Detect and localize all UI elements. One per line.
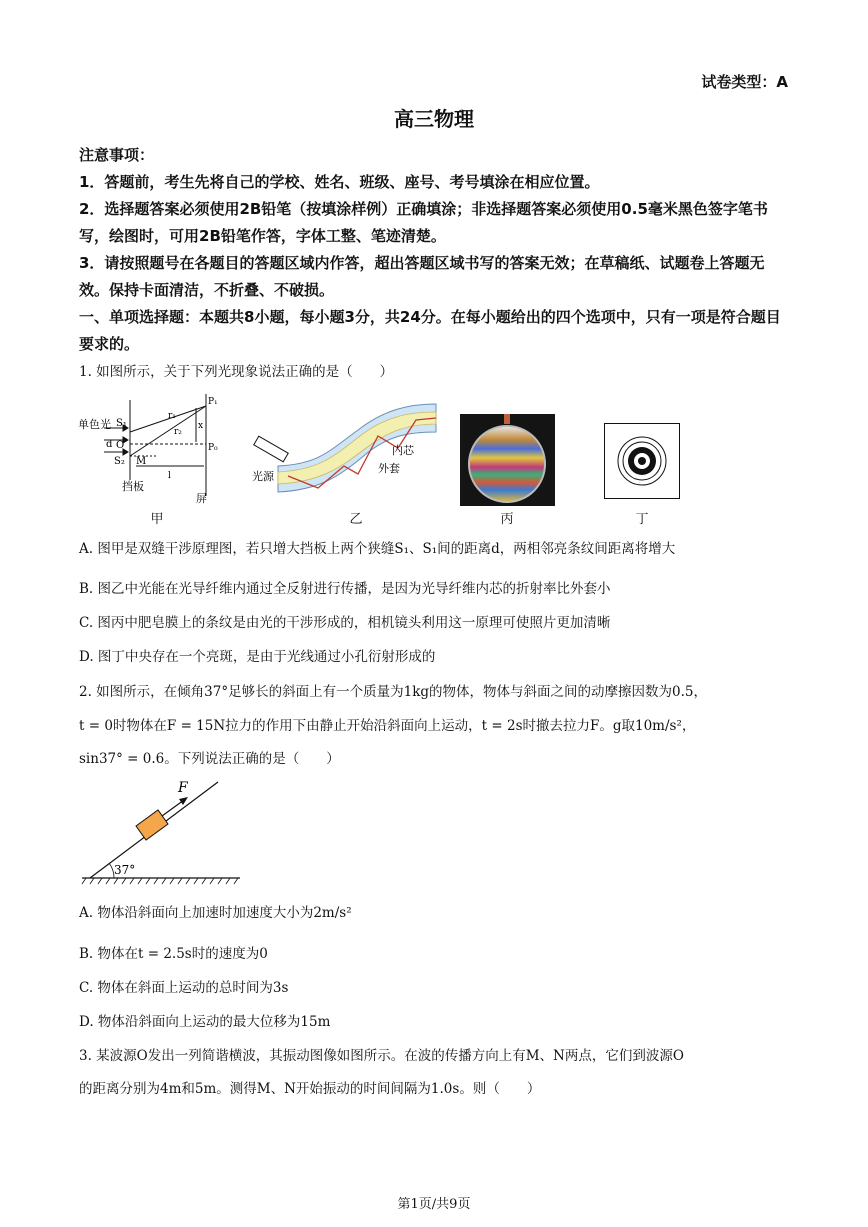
q3-stem-line1: 3. 某波源O发出一列简谐横波，其振动图像如图所示。在波的传播方向上有M、N两点，它们到波源O — [79, 1048, 684, 1064]
section-heading: 一、单项选择题：本题共8小题，每小题3分，共24分。在每小题给出的四个选项中，只有一项是符合题目要求的。 — [79, 308, 781, 353]
label-force: F — [178, 780, 188, 796]
q2-stem-line1: 2. 如图所示，在倾角37°足够长的斜面上有一个质量为1kg的物体，物体与斜面之间的动摩擦因数为0.5， — [79, 684, 707, 700]
q2-option-b: B. 物体在t = 2.5s时的速度为0 — [79, 946, 268, 962]
label-r1: r₁ — [168, 411, 176, 421]
q2-option-c: C. 物体在斜面上运动的总时间为3s — [79, 980, 289, 996]
label-p1: P₁ — [208, 397, 218, 407]
label-core: 内芯 — [392, 444, 414, 457]
q1-option-a: A. 图甲是双缝干涉原理图，若只增大挡板上两个狭缝S₁、S₁间的距离d，两相邻亮条纹间距离将增大 — [79, 541, 676, 557]
label-angle: 37° — [114, 863, 136, 877]
label-r2: r₂ — [174, 427, 182, 437]
page-number: 第1页/共9页 — [397, 1197, 471, 1212]
label-x: x — [198, 421, 204, 431]
caption-ding: 丁 — [635, 512, 649, 527]
note-item-2: 2．选择题答案必须使用2B铅笔（按填涂样例）正确填涂；非选择题答案必须使用0.5毫米黑色签字笔书写，绘图时，可用2B铅笔作答，字体工整、笔迹清楚。 — [79, 200, 768, 245]
label-d: d — [106, 439, 113, 450]
label-s1: S₁ — [116, 418, 127, 429]
label-single-light: 单色光 — [78, 418, 111, 431]
q2-stem-line2: t = 0时物体在F = 15N拉力的作用下由静止开始沿斜面向上运动，t = 2s时撤去拉力F。g取10m/s²， — [79, 718, 696, 734]
label-plate: 挡板 — [122, 480, 144, 493]
label-m: M — [136, 456, 147, 467]
q3-stem-line2: 的距离分别为4m和5m。测得M、N开始振动的时间间隔为1.0s。则（ ） — [79, 1081, 541, 1097]
caption-jia: 甲 — [150, 512, 164, 527]
q1-option-c: C. 图丙中肥皂膜上的条纹是由光的干涉形成的，相机镜头利用这一原理可使照片更加清晰 — [79, 615, 611, 631]
caption-bing: 丙 — [500, 512, 514, 527]
figure-optical-fiber — [248, 392, 440, 500]
caption-yi: 乙 — [349, 512, 363, 527]
label-source: 光源 — [252, 470, 274, 483]
q1-stem: 1. 如图所示，关于下列光现象说法正确的是（ ） — [79, 364, 394, 380]
note-item-3: 3．请按照题号在各题目的答题区域内作答，超出答题区域书写的答案无效；在草稿纸、试题卷上答题无效。保持卡面清洁，不折叠、不破损。 — [79, 254, 765, 299]
paper-type-label: 试卷类型：A — [701, 73, 788, 91]
q2-stem-line3: sin37° = 0.6。下列说法正确的是（ ） — [79, 751, 340, 767]
q1-option-b: B. 图乙中光能在光导纤维内通过全反射进行传播，是因为光导纤维内芯的折射率比外套小 — [79, 581, 611, 597]
page-title: 高三物理 — [394, 107, 474, 131]
q2-option-d: D. 物体沿斜面向上运动的最大位移为15m — [79, 1014, 331, 1030]
note-item-1: 1．答题前，考生先将自己的学校、姓名、班级、座号、考号填涂在相应位置。 — [79, 173, 600, 191]
figure-soap-film — [460, 414, 555, 506]
figure-incline — [80, 776, 244, 888]
notes-section — [79, 142, 791, 358]
label-p0: P₀ — [208, 443, 218, 453]
label-screen: 屏 — [196, 492, 207, 505]
label-cladding: 外套 — [378, 462, 400, 475]
figure-poisson-spot — [604, 423, 680, 499]
figure-double-slit — [78, 392, 226, 512]
label-l: l — [168, 471, 171, 481]
label-s2: S₂ — [114, 456, 125, 467]
label-o: O — [116, 440, 125, 451]
q2-option-a: A. 物体沿斜面向上加速时加速度大小为2m/s² — [79, 905, 352, 921]
q1-option-d: D. 图丁中央存在一个亮斑，是由于光线通过小孔衍射形成的 — [79, 649, 436, 665]
notes-heading: 注意事项： — [79, 146, 155, 164]
